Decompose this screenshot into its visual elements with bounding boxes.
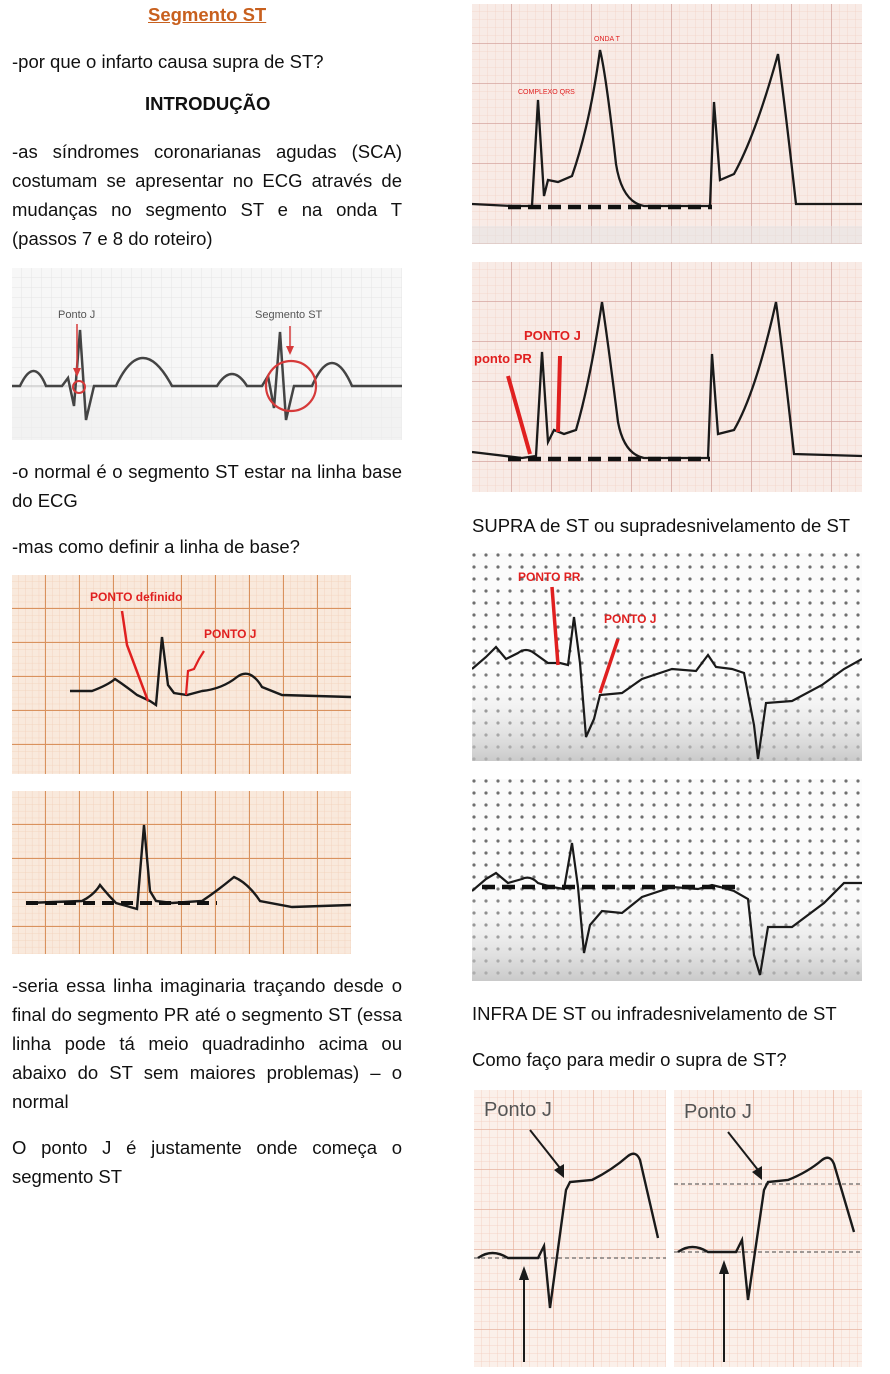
ponto-j-figure-left	[474, 1090, 666, 1367]
ecg-onda-t	[472, 4, 862, 244]
measure-question: Como faço para medir o supra de ST?	[472, 1049, 787, 1070]
ecg-baseline-dashed	[12, 791, 351, 954]
label-onda-t: ONDA T	[594, 36, 620, 43]
label-ponto-j-3: PONTO J	[604, 612, 657, 626]
label-ponto-j-red: PONTO J	[204, 627, 257, 641]
section-heading: INTRODUÇÃO	[145, 93, 271, 114]
baseline-explanation: -seria essa linha imaginaria traçando desde o final do segmento PR até o segmento ST (essa linha pode tá meio quadradinho acima ou abaixo do ST sem maiores problemas) – o normal	[12, 975, 402, 1112]
label-ponto-definido: PONTO definido	[90, 590, 183, 604]
label-complexo-qrs: COMPLEXO QRS	[518, 89, 575, 96]
infra-caption: INFRA DE ST ou infradesnivelamento de ST	[472, 1003, 837, 1024]
ecg-ponto-definido	[12, 575, 351, 774]
ponto-j-paragraph: O ponto J é justamente onde começa o segmento ST	[12, 1137, 402, 1187]
ecg-infra-st	[472, 779, 862, 981]
normal-paragraph: -o normal é o segmento ST estar na linha base do ECG	[12, 461, 402, 511]
page-title: Segmento ST	[148, 4, 267, 25]
baseline-question: -mas como definir a linha de base?	[12, 536, 300, 557]
label-ponto-j-2: PONTO J	[524, 328, 581, 343]
st-segment-diagram	[12, 268, 402, 440]
label-ponto-pr-upper: PONTO PR	[518, 570, 581, 584]
label-segmento-st: Segmento ST	[255, 309, 323, 321]
label-ponto-j: Ponto J	[58, 309, 96, 321]
question-text: -por que o infarto causa supra de ST?	[12, 51, 324, 72]
label-ponto-j-left: Ponto J	[484, 1099, 552, 1121]
ecg-dotted-pr-j	[472, 553, 862, 761]
ponto-j-figure-right	[674, 1090, 862, 1367]
ecg-supra-st	[472, 262, 862, 492]
label-ponto-j-right: Ponto J	[684, 1101, 752, 1123]
label-ponto-pr-lower: ponto PR	[474, 351, 532, 366]
supra-caption: SUPRA de ST ou supradesnivelamento de ST	[472, 515, 851, 536]
intro-paragraph: -as síndromes coronarianas agudas (SCA) costumam se apresentar no ECG através de mudanças no segmento ST e na onda T (passos 7 e 8 do roteiro)	[12, 141, 402, 249]
